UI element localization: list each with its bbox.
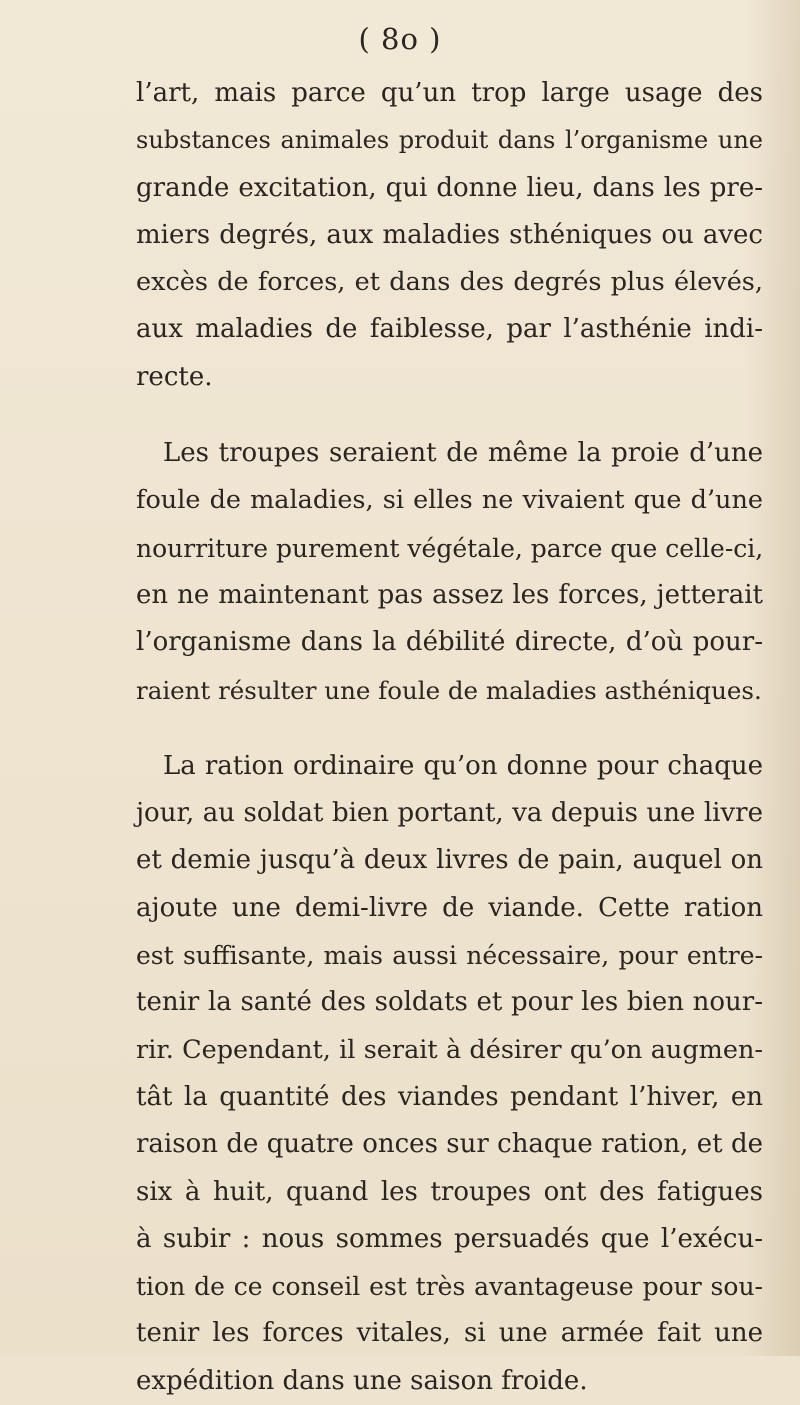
text-line: à subir : nous sommes persuadés que l’exécu- bbox=[136, 1223, 763, 1254]
text-line: est suffisante, mais aussi nécessaire, pour entre- bbox=[136, 941, 763, 971]
text-line: miers degrés, aux maladies sthéniques ou avec bbox=[136, 219, 763, 250]
text-line: aux maladies de faiblesse, par l’asthénie indi- bbox=[136, 314, 763, 345]
text-line: raient résulter une foule de maladies asthéniques. bbox=[136, 675, 762, 705]
text-line: foule de maladies, si elles ne vivaient que d’une bbox=[136, 485, 763, 516]
text-line: raison de quatre onces sur chaque ration, et de bbox=[136, 1129, 763, 1160]
text-line: tenir les forces vitales, si une armée fait une bbox=[136, 1318, 763, 1349]
text-line: expédition dans une saison froide. bbox=[136, 1365, 588, 1396]
text-line: Les troupes seraient de même la proie d’une bbox=[163, 438, 763, 469]
text-line: six à huit, quand les troupes ont des fatigues bbox=[136, 1176, 763, 1207]
text-line: et demie jusqu’à deux livres de pain, auquel on bbox=[136, 845, 763, 876]
text-line: recte. bbox=[136, 361, 213, 392]
text-line: l’organisme dans la débilité directe, d’où pour- bbox=[136, 627, 763, 658]
text-line: tenir la santé des soldats et pour les bien nour- bbox=[136, 987, 763, 1018]
text-line: nourriture purement végétale, parce que celle-ci, bbox=[136, 533, 764, 563]
body-text bbox=[136, 70, 763, 1405]
text-line: tion de ce conseil est très avantageuse pour sou- bbox=[136, 1272, 763, 1302]
paragraph bbox=[136, 743, 763, 1405]
paragraph bbox=[136, 70, 763, 401]
text-line: La ration ordinaire qu’on donne pour chaque bbox=[163, 750, 763, 781]
text-line: jour, au soldat bien portant, va depuis une livre bbox=[136, 798, 763, 829]
paragraph bbox=[136, 430, 763, 714]
text-line: l’art, mais parce qu’un trop large usage des bbox=[136, 78, 763, 108]
text-line: en ne maintenant pas assez les forces, jetterait bbox=[136, 579, 763, 610]
text-line: ajoute une demi-livre de viande. Cette ration bbox=[136, 892, 763, 923]
text-line: rir. Cependant, il serait à désirer qu’on augmen- bbox=[136, 1034, 763, 1065]
text-line: grande excitation, qui donne lieu, dans les pre- bbox=[136, 172, 763, 203]
text-line: substances animales produit dans l’organisme une bbox=[136, 126, 763, 155]
page-number: ( 8o ) bbox=[358, 22, 442, 56]
text-line: excès de forces, et dans des degrés plus élevés, bbox=[136, 267, 763, 298]
text-line: tât la quantité des viandes pendant l’hiver, en bbox=[136, 1081, 763, 1112]
